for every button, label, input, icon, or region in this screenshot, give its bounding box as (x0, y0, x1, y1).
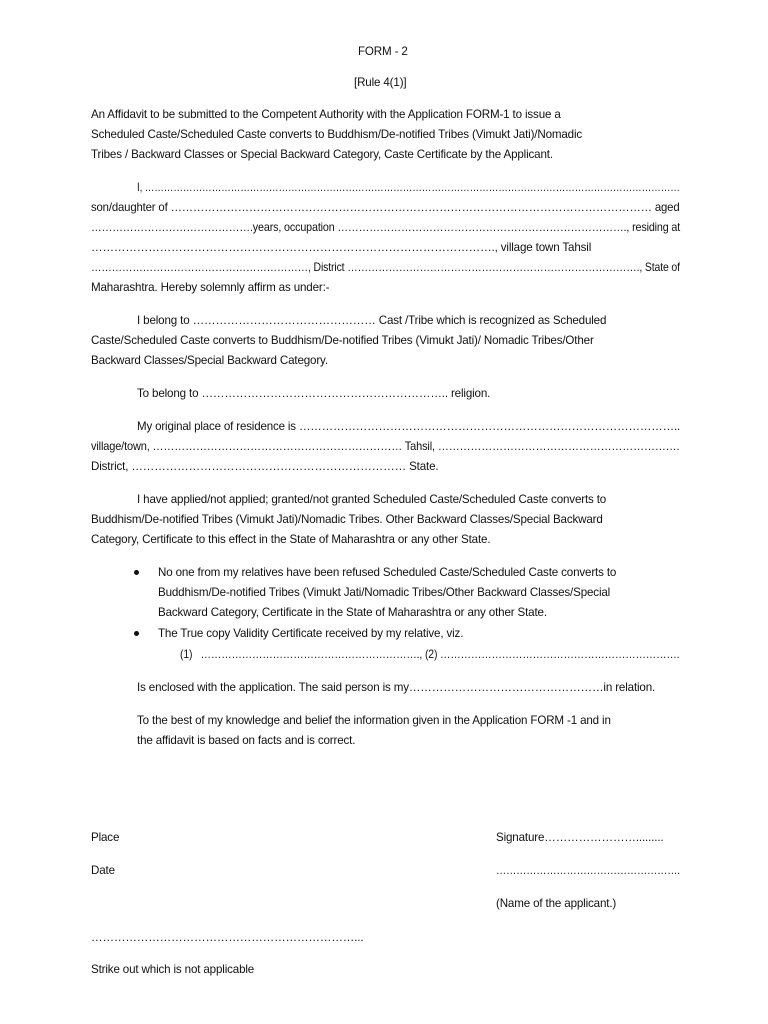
applied-line: Buddhism/De-notified Tribes (Vimukt Jati)/Nomadic Tribes. Other Backward Classes/Special Backward (91, 513, 603, 526)
applied-line: I have applied/not applied; granted/not granted Scheduled Caste/Scheduled Caste converts to (137, 493, 607, 506)
declaration-line: ………………………………………………………, District …………………………………………………………………………., State of (91, 261, 680, 274)
bullet-line: The True copy Validity Certificate received by my relative, viz. (158, 627, 464, 640)
knowledge-line: the affidavit is based on facts and is correct. (137, 734, 356, 747)
rule-reference: [Rule 4(1)] (354, 76, 407, 89)
intro-line: Scheduled Caste/Scheduled Caste converts to Buddhism/De-notified Tribes (Vimukt Jati)/Nomadic (91, 128, 583, 141)
declaration-line: ……………………………………………………………………………………………., village town Tahsil (91, 241, 592, 254)
intro-line: Tribes / Backward Classes or Special Backward Category, Caste Certificate by the Applicant. (91, 148, 553, 161)
intro-line: An Affidavit to be submitted to the Competent Authority with the Application FORM-1 to issue a (91, 108, 561, 121)
declaration-line: ……………………………………….years, occupation ………………………………………………………………………., residing at (91, 221, 681, 234)
bullet-icon (134, 570, 139, 575)
signature-line: ………………………………………………. (496, 864, 680, 877)
date-label: Date (91, 864, 115, 877)
strike-line: ……………………………………………………………... (91, 931, 364, 944)
knowledge-line: To the best of my knowledge and belief the information given in the Application FORM -1 and in (137, 714, 611, 727)
bullet-line: Backward Category, Certificate in the State of Maharashtra or any other State. (158, 606, 547, 619)
signature-label: Signature……………………......... (496, 831, 664, 844)
residence-line: My original place of residence is ……………………………………………………………………………………….. (137, 420, 681, 433)
applicant-name-note: (Name of the applicant.) (496, 897, 617, 910)
caste-line: Backward Classes/Special Backward Category. (91, 354, 328, 367)
residence-line: District, ……………………………………………………………… State. (91, 460, 439, 473)
place-label: Place (91, 831, 120, 844)
declaration-line: son/daughter of ………………………………………………………………………………………………………………… aged (91, 201, 680, 214)
declaration-line: Maharashtra. Hereby solemnly affirm as under:- (91, 281, 330, 294)
bullet-icon (134, 631, 139, 636)
relatives-line: (1) ………………………………………………………., (2) ……………………………………………………………. (180, 648, 680, 661)
caste-line: Caste/Scheduled Caste converts to Buddhism/De-notified Tribes (Vimukt Jati)/ Nomadic Tribes/Other (91, 334, 594, 347)
declaration-line: I, …………………………………………………………………………………………………………………………………………………… (137, 181, 680, 194)
strike-note: Strike out which is not applicable (91, 963, 255, 976)
form-title: FORM - 2 (358, 45, 408, 58)
bullet-line: Buddhism/De-notified Tribes (Vimukt Jati/Nomadic Tribes/Other Backward Classes/Special (158, 586, 611, 599)
residence-line: village/town, …………………………………………………………… Tahsil, …………………………………………………………. (91, 440, 680, 453)
applied-line: Category, Certificate to this effect in the State of Maharashtra or any other State. (91, 533, 491, 546)
enclosed-line: Is enclosed with the application. The said person is my……………………………………………in relation. (137, 681, 656, 694)
caste-line: I belong to ………………………………………… Cast /Tribe which is recognized as Scheduled (137, 314, 607, 327)
religion-line: To belong to ……………………………………………………….. religion. (137, 387, 491, 400)
bullet-line: No one from my relatives have been refused Scheduled Caste/Scheduled Caste converts to (158, 566, 617, 579)
